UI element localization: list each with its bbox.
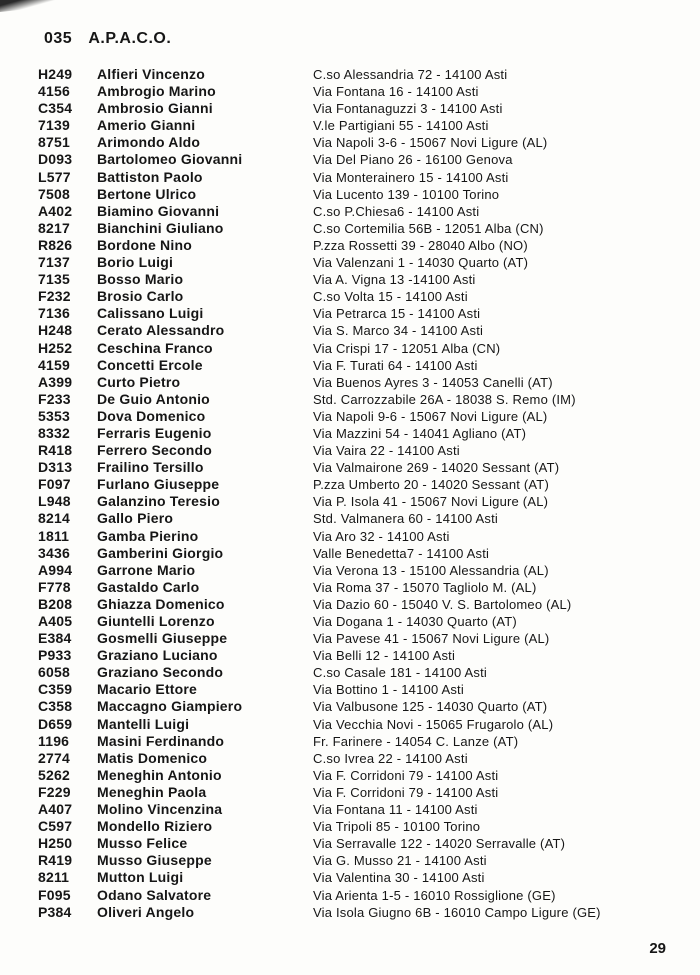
member-name: Bartolomeo Giovanni xyxy=(97,151,243,168)
list-item xyxy=(38,169,658,186)
member-name: Matis Domenico xyxy=(97,749,208,766)
member-address: Via Tripoli 85 - 10100 Torino xyxy=(313,819,481,835)
member-address: Via Monterainero 15 - 14100 Asti xyxy=(313,169,509,185)
member-name: Mondello Riziero xyxy=(97,818,213,835)
member-name: Gamberini Giorgio xyxy=(97,544,224,561)
member-code: C354 xyxy=(38,100,73,117)
member-name: Mutton Luigi xyxy=(97,869,184,886)
list-item xyxy=(38,357,658,374)
list-item xyxy=(38,288,658,305)
member-name: Bertone Ulrico xyxy=(97,185,197,202)
member-address: Via Mazzini 54 - 14041 Agliano (AT) xyxy=(313,425,527,441)
member-address: Via Fontanaguzzi 3 - 14100 Asti xyxy=(313,101,503,117)
list-item xyxy=(38,391,658,408)
member-address: Via Buenos Ayres 3 - 14053 Canelli (AT) xyxy=(313,374,553,390)
list-item xyxy=(38,579,658,596)
member-name: Battiston Paolo xyxy=(97,168,203,185)
list-item xyxy=(38,784,658,801)
member-name: Dova Domenico xyxy=(97,407,206,424)
member-address: Via Roma 37 - 15070 Tagliolo M. (AL) xyxy=(313,579,537,595)
list-item xyxy=(38,117,658,134)
member-address: Via Isola Giugno 6B - 16010 Campo Ligure (GE) xyxy=(313,904,601,920)
member-code: 6058 xyxy=(38,664,70,681)
member-address: Via Belli 12 - 14100 Asti xyxy=(313,648,456,664)
member-name: Meneghin Antonio xyxy=(97,766,222,783)
member-name: Graziano Secondo xyxy=(97,664,224,681)
list-item xyxy=(38,818,658,835)
list-item xyxy=(38,852,658,869)
list-item xyxy=(38,596,658,613)
list-item xyxy=(38,425,658,442)
member-address: Via A. Vigna 13 -14100 Asti xyxy=(313,272,476,288)
member-address: Via Fontana 11 - 14100 Asti xyxy=(313,802,478,818)
member-name: Calissano Luigi xyxy=(97,305,204,322)
member-code: A399 xyxy=(38,373,73,390)
member-name: Ceschina Franco xyxy=(97,339,213,356)
member-code: 1196 xyxy=(38,732,70,749)
member-address: Via Serravalle 122 - 14020 Serravalle (AT) xyxy=(313,836,566,852)
member-code: R826 xyxy=(38,236,73,253)
member-name: Borio Luigi xyxy=(97,254,174,271)
section-title: A.P.A.C.O. xyxy=(88,30,172,47)
member-code: L577 xyxy=(38,168,71,185)
member-name: Bordone Nino xyxy=(97,236,192,253)
member-code: 3436 xyxy=(38,544,70,561)
member-address: C.so P.Chiesa6 - 14100 Asti xyxy=(313,203,480,219)
list-item xyxy=(38,237,658,254)
member-address: Valle Benedetta7 - 14100 Asti xyxy=(313,545,490,561)
member-name: Concetti Ercole xyxy=(97,356,203,373)
page-header xyxy=(44,30,171,48)
member-name: Ambrosio Gianni xyxy=(97,100,213,117)
list-item xyxy=(38,203,658,220)
list-item xyxy=(38,869,658,886)
member-code: F229 xyxy=(38,783,71,800)
member-code: F233 xyxy=(38,390,71,407)
member-code: A994 xyxy=(38,561,73,578)
member-code: E384 xyxy=(38,630,72,647)
member-code: 2774 xyxy=(38,749,70,766)
member-code: 5353 xyxy=(38,407,70,424)
member-address: Via Aro 32 - 14100 Asti xyxy=(313,528,450,544)
list-item xyxy=(38,220,658,237)
member-address: Std. Carrozzabile 26A - 18038 S. Remo (IM) xyxy=(313,391,576,407)
list-item xyxy=(38,83,658,100)
member-address: Via Petrarca 15 - 14100 Asti xyxy=(313,306,481,322)
member-name: Ferraris Eugenio xyxy=(97,424,212,441)
member-address: Via Dazio 60 - 15040 V. S. Bartolomeo (AL) xyxy=(313,596,572,612)
member-address: Via S. Marco 34 - 14100 Asti xyxy=(313,323,484,339)
member-code: F232 xyxy=(38,288,71,305)
member-address: C.so Casale 181 - 14100 Asti xyxy=(313,665,487,681)
member-address: Via P. Isola 41 - 15067 Novi Ligure (AL) xyxy=(313,494,549,510)
member-name: Alfieri Vincenzo xyxy=(97,66,205,82)
list-item xyxy=(38,698,658,715)
member-name: Masini Ferdinando xyxy=(97,732,225,749)
list-item xyxy=(38,442,658,459)
member-name: Frailino Tersillo xyxy=(97,459,204,476)
member-code: P384 xyxy=(38,903,72,920)
member-code: H248 xyxy=(38,322,73,339)
member-address: Std. Valmanera 60 - 14100 Asti xyxy=(313,511,498,527)
member-code: 7136 xyxy=(38,305,70,322)
member-address: Via Bottino 1 - 14100 Asti xyxy=(313,682,464,698)
member-code: H252 xyxy=(38,339,73,356)
member-code: 8214 xyxy=(38,510,70,527)
member-address: C.so Ivrea 22 - 14100 Asti xyxy=(313,750,468,766)
member-code: H250 xyxy=(38,835,73,852)
member-code: 5262 xyxy=(38,766,70,783)
member-address: Via Verona 13 - 15100 Alessandria (AL) xyxy=(313,562,549,578)
member-address: Via F. Corridoni 79 - 14100 Asti xyxy=(313,767,499,783)
list-item xyxy=(38,322,658,339)
list-item xyxy=(38,767,658,784)
member-code: R419 xyxy=(38,852,73,869)
member-code: 1811 xyxy=(38,527,70,544)
member-code: D313 xyxy=(38,459,73,476)
member-name: Giuntelli Lorenzo xyxy=(97,613,215,629)
member-code: H249 xyxy=(38,66,73,82)
list-item xyxy=(38,664,658,681)
list-item xyxy=(38,476,658,493)
member-address: P.zza Umberto 20 - 14020 Sessant (AT) xyxy=(313,477,549,493)
list-item xyxy=(38,493,658,510)
member-address: Via Del Piano 26 - 16100 Genova xyxy=(313,152,513,168)
member-address: C.so Cortemilia 56B - 12051 Alba (CN) xyxy=(313,220,544,236)
list-item xyxy=(38,510,658,527)
member-code: 7139 xyxy=(38,117,70,134)
member-address: Via Lucento 139 - 10100 Torino xyxy=(313,186,500,202)
list-item xyxy=(38,545,658,562)
list-item xyxy=(38,408,658,425)
member-name: Bosso Mario xyxy=(97,271,184,288)
list-item xyxy=(38,528,658,545)
list-item xyxy=(38,801,658,818)
member-code: D659 xyxy=(38,715,73,732)
member-code: D093 xyxy=(38,151,73,168)
list-item xyxy=(38,750,658,767)
member-name: Meneghin Paola xyxy=(97,783,207,800)
member-code: 8751 xyxy=(38,134,70,151)
list-item xyxy=(38,66,658,83)
member-code: 4159 xyxy=(38,356,70,373)
list-item xyxy=(38,904,658,921)
member-name: Arimondo Aldo xyxy=(97,134,201,151)
member-name: Musso Giuseppe xyxy=(97,852,212,869)
member-code: 8217 xyxy=(38,219,70,236)
member-name: Maccagno Giampiero xyxy=(97,698,243,715)
member-code: 7137 xyxy=(38,254,70,271)
member-address: Via F. Corridoni 79 - 14100 Asti xyxy=(313,784,499,800)
list-item xyxy=(38,305,658,322)
member-code: 8332 xyxy=(38,424,70,441)
member-name: Ferrero Secondo xyxy=(97,442,213,459)
member-code: P933 xyxy=(38,647,72,664)
member-code: R418 xyxy=(38,442,73,459)
member-code: A407 xyxy=(38,801,73,818)
member-name: Molino Vincenzina xyxy=(97,801,223,818)
member-code: F778 xyxy=(38,578,71,595)
member-address: P.zza Rossetti 39 - 28040 Albo (NO) xyxy=(313,237,528,253)
member-name: Macario Ettore xyxy=(97,681,198,698)
list-item xyxy=(38,716,658,733)
member-code: C359 xyxy=(38,681,73,698)
member-name: Gamba Pierino xyxy=(97,527,199,544)
member-code: F095 xyxy=(38,886,71,903)
member-name: Curto Pietro xyxy=(97,373,181,390)
member-address: Via Crispi 17 - 12051 Alba (CN) xyxy=(313,340,501,356)
list-item xyxy=(38,647,658,664)
member-code: A402 xyxy=(38,202,73,219)
member-code: C597 xyxy=(38,818,73,835)
member-code: L948 xyxy=(38,493,71,510)
member-address: Via Dogana 1 - 14030 Quarto (AT) xyxy=(313,614,517,629)
list-item xyxy=(38,340,658,357)
member-name: Oliveri Angelo xyxy=(97,903,195,920)
member-name: Gallo Piero xyxy=(97,510,174,527)
list-item xyxy=(38,151,658,168)
member-address: C.so Alessandria 72 - 14100 Asti xyxy=(313,67,508,82)
list-item xyxy=(38,835,658,852)
member-address: Via Valentina 30 - 14100 Asti xyxy=(313,870,485,886)
member-code: C358 xyxy=(38,698,73,715)
member-address: Via Valmairone 269 - 14020 Sessant (AT) xyxy=(313,460,560,476)
member-code: F097 xyxy=(38,476,71,493)
list-item xyxy=(38,134,658,151)
member-address: Fr. Farinere - 14054 C. Lanze (AT) xyxy=(313,733,519,749)
member-name: Odano Salvatore xyxy=(97,886,212,903)
list-item xyxy=(38,733,658,750)
member-name: Gastaldo Carlo xyxy=(97,578,200,595)
section-number: 035 xyxy=(44,30,73,47)
member-address: Via Pavese 41 - 15067 Novi Ligure (AL) xyxy=(313,631,550,647)
member-address: Via Vecchia Novi - 15065 Frugarolo (AL) xyxy=(313,716,554,732)
member-code: 7508 xyxy=(38,185,70,202)
member-name: Gosmelli Giuseppe xyxy=(97,630,228,647)
member-code: 8211 xyxy=(38,869,70,886)
member-name: Bianchini Giuliano xyxy=(97,219,224,236)
member-name: De Guio Antonio xyxy=(97,390,210,407)
page-number: 29 xyxy=(649,940,666,957)
member-name: Ghiazza Domenico xyxy=(97,595,225,612)
list-item xyxy=(38,100,658,117)
member-name: Garrone Mario xyxy=(97,561,196,578)
member-name: Cerato Alessandro xyxy=(97,322,225,339)
member-name: Galanzino Teresio xyxy=(97,493,220,510)
member-name: Mantelli Luigi xyxy=(97,715,190,732)
list-item xyxy=(38,681,658,698)
member-address: Via G. Musso 21 - 14100 Asti xyxy=(313,853,487,869)
member-list xyxy=(38,66,658,921)
member-address: Via Arienta 1-5 - 16010 Rossiglione (GE) xyxy=(313,887,556,903)
list-item xyxy=(38,562,658,579)
list-item xyxy=(38,254,658,271)
member-address: Via F. Turati 64 - 14100 Asti xyxy=(313,357,478,373)
member-address: C.so Volta 15 - 14100 Asti xyxy=(313,289,468,305)
list-item xyxy=(38,374,658,391)
list-item xyxy=(38,887,658,904)
scan-edge-mark xyxy=(0,0,60,12)
member-address: Via Fontana 16 - 14100 Asti xyxy=(313,84,479,100)
member-name: Graziano Luciano xyxy=(97,647,218,664)
member-address: Via Valenzani 1 - 14030 Quarto (AT) xyxy=(313,255,529,271)
list-item xyxy=(38,459,658,476)
member-address: Via Valbusone 125 - 14030 Quarto (AT) xyxy=(313,699,548,715)
member-name: Musso Felice xyxy=(97,835,188,852)
member-code: 4156 xyxy=(38,83,70,100)
member-address: V.le Partigiani 55 - 14100 Asti xyxy=(313,118,489,134)
member-address: Via Napoli 9-6 - 15067 Novi Ligure (AL) xyxy=(313,408,548,424)
member-address: Via Napoli 3-6 - 15067 Novi Ligure (AL) xyxy=(313,135,548,151)
member-code: A405 xyxy=(38,613,73,629)
list-item xyxy=(38,186,658,203)
member-code: B208 xyxy=(38,595,73,612)
member-address: Via Vaira 22 - 14100 Asti xyxy=(313,443,460,459)
member-name: Amerio Gianni xyxy=(97,117,196,134)
member-name: Biamino Giovanni xyxy=(97,202,220,219)
list-item xyxy=(38,613,658,630)
member-name: Furlano Giuseppe xyxy=(97,476,220,493)
member-name: Ambrogio Marino xyxy=(97,83,216,100)
member-code: 7135 xyxy=(38,271,70,288)
list-item xyxy=(38,271,658,288)
member-name: Brosio Carlo xyxy=(97,288,184,305)
list-item xyxy=(38,630,658,647)
